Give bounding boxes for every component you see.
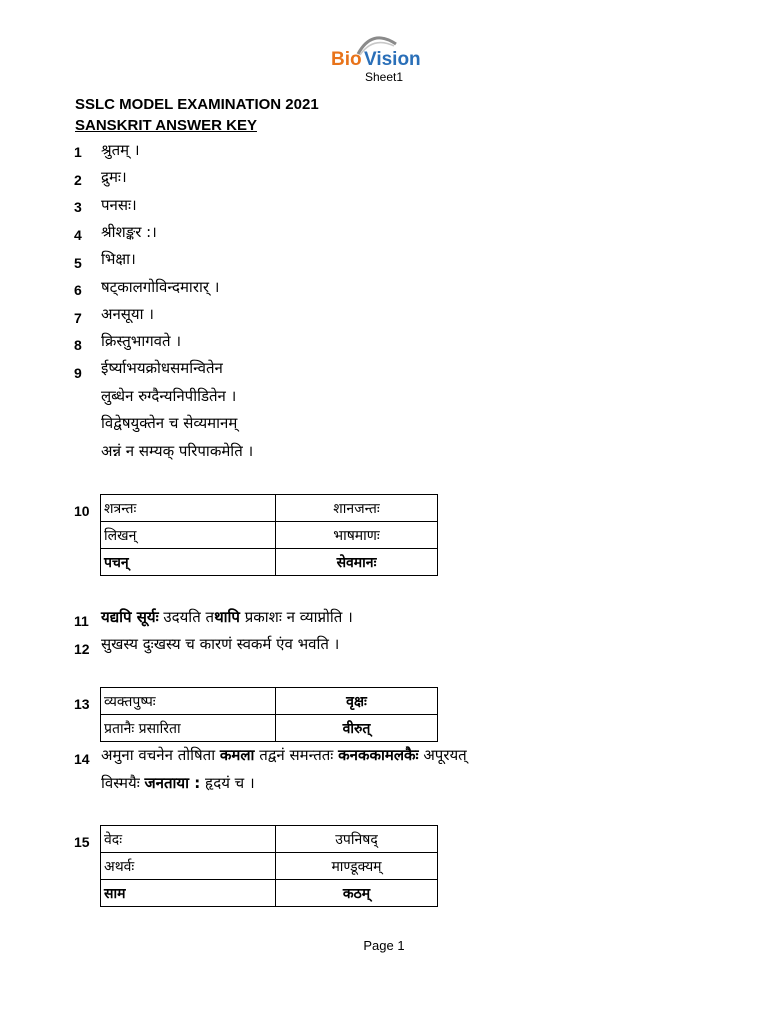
answer-number: 1 [74,144,82,160]
answer-table-15 [100,825,438,907]
table-row [101,688,438,715]
verse-line: अन्नं न सम्यक् परिपाकमेति । [101,442,254,460]
table-cell: लिखन् [101,522,276,549]
answer-number: 14 [74,751,90,767]
table-cell: सेवमानः [276,549,438,576]
table-cell: अथर्वः [101,853,276,880]
answer-text: भिक्षा। [101,250,136,268]
answer-text: अनसूया । [101,305,154,323]
table-cell: साम [101,880,276,907]
answer-number: 6 [74,282,82,298]
verse-line: लुब्धेन रुग्दैन्यनिपीडितेन । [101,387,237,405]
table-row [101,495,438,522]
verse-line: विद्वेषयुक्तेन च सेव्यमानम् [101,414,238,432]
plain-phrase: अपूरयत् [418,746,467,764]
table-cell: उपनिषद् [276,826,438,853]
sheet-label: Sheet1 [364,70,404,84]
answer-text: श्रीशङ्कर :। [101,223,157,241]
table-cell: वीरुत् [276,715,438,742]
bold-phrase: कमला [219,746,255,764]
plain-phrase: हृदयं च । [200,774,255,792]
answer-number: 11 [74,613,89,629]
table-row [101,880,438,907]
answer-number: 15 [74,834,90,850]
verse-line: ईर्ष्याभयक्रोधसमन्वितेन [101,359,223,377]
answer-text: क्रिस्तुभागवते । [101,332,182,350]
answer-number: 10 [74,503,90,519]
logo-text-bio: Bio [331,49,362,70]
bold-phrase: यद्यपि सूर्यः [101,608,159,626]
answer-number: 9 [74,365,82,381]
bold-phrase: कनककामलकैः [338,746,419,764]
plain-phrase: विस्मयैः [101,774,145,792]
answer-table-10 [100,494,438,576]
table-row [101,853,438,880]
answer-number: 2 [74,172,82,188]
answer-number: 4 [74,227,82,243]
exam-title: SSLC MODEL EXAMINATION 2021 [75,96,319,113]
table-cell: वृक्षः [276,688,438,715]
answer-text: सुखस्य दुःखस्य च कारणं स्वकर्म एंव भवति । [101,635,340,653]
answer-number: 7 [74,310,82,326]
answer-number: 12 [74,641,90,657]
bold-phrase: जनताया : [144,774,201,792]
table-cell: भाषमाणः [276,522,438,549]
verse-line [101,745,467,765]
table-cell: व्यक्तपुष्पः [101,688,276,715]
answer-text [101,607,353,627]
answer-text: पनसः। [101,196,137,214]
answer-number: 3 [74,199,82,215]
plain-phrase: उदयति त [158,608,215,626]
answer-text: द्रुमः। [101,168,127,186]
biovision-logo [330,34,430,70]
table-cell: कठम् [276,880,438,907]
answer-key-title: SANSKRIT ANSWER KEY [75,117,257,134]
table-cell: माण्डूक्यम् [276,853,438,880]
answer-table-13 [100,687,438,742]
answer-number: 8 [74,337,82,353]
table-cell: शत्रन्तः [101,495,276,522]
answer-number: 13 [74,696,90,712]
answer-text: षट्कालगोविन्दमारार् । [101,278,220,296]
logo-text-vision: Vision [364,49,421,70]
table-cell: वेदः [101,826,276,853]
plain-phrase: तद्वनं समन्ततः [254,746,339,764]
plain-phrase: प्रकाशः न व्याप्नोति । [239,608,353,626]
table-cell: पचन् [101,549,276,576]
plain-phrase: अमुना वचनेन तोषिता [101,746,220,764]
table-cell: प्रतानैः प्रसारिता [101,715,276,742]
answer-number: 5 [74,255,82,271]
verse-line [101,773,255,793]
table-row [101,715,438,742]
table-cell: शानजन्तः [276,495,438,522]
table-row [101,826,438,853]
answer-text: श्रुतम् । [101,141,140,159]
page-number: Page 1 [363,938,405,953]
table-row [101,549,438,576]
bold-phrase: थापि [214,608,240,626]
table-row [101,522,438,549]
